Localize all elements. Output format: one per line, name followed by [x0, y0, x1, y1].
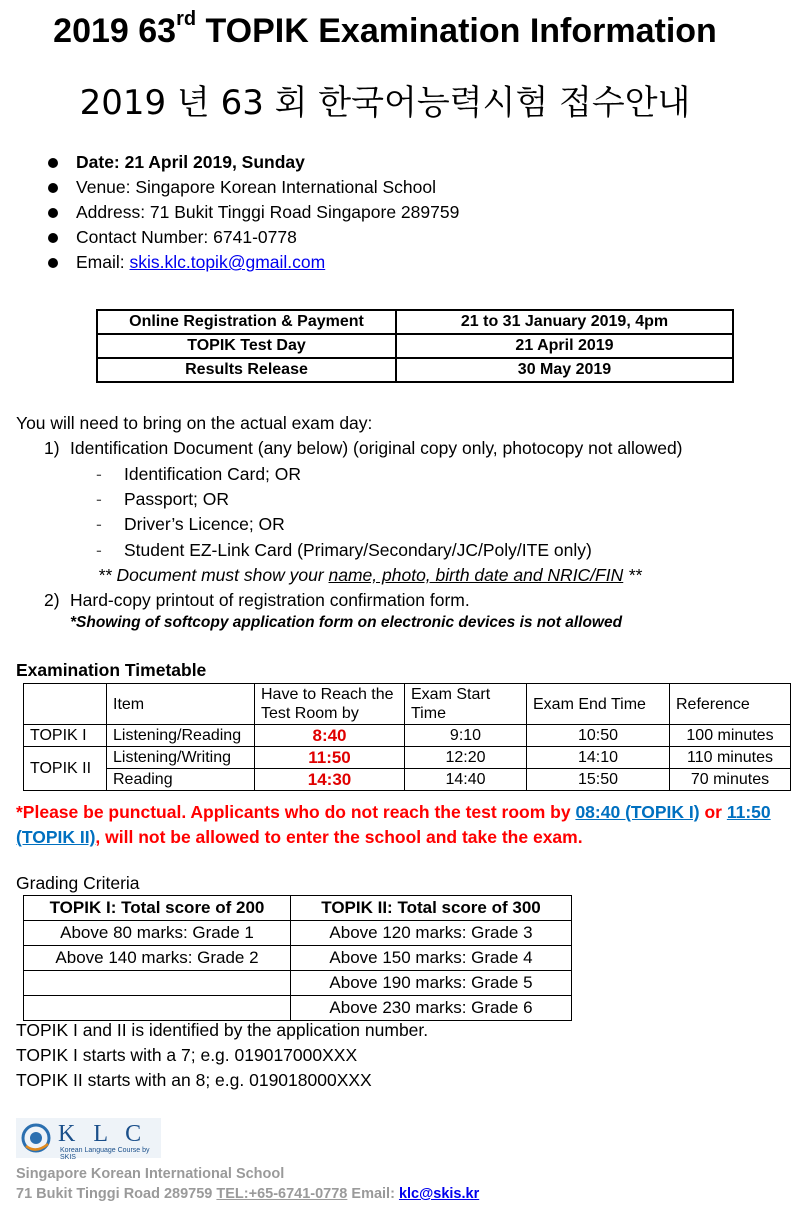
- table-row: Above 80 marks: Grade 1 Above 120 marks: Grade 3: [24, 921, 572, 946]
- table-row: TOPIK Test Day 21 April 2019: [97, 334, 733, 358]
- list-item: Identification Card; OR: [124, 464, 302, 484]
- printout-note: *Showing of softcopy application form on electronic devices is not allowed: [70, 614, 623, 631]
- table-row: TOPIK II Listening/Writing 11:50 12:20 14:10 110 minutes: [24, 747, 791, 769]
- timetable-title: Examination Timetable: [16, 660, 207, 680]
- footer-school: Singapore Korean International School: [16, 1166, 285, 1182]
- note-line: TOPIK I and II is identified by the application number.: [16, 1020, 429, 1040]
- requirements-intro: You will need to bring on the actual exam day:: [16, 413, 373, 433]
- klc-logo: [16, 1118, 161, 1161]
- requirement-printout: Hard-copy printout of registration confirmation form.: [70, 590, 470, 610]
- grading-table: [23, 895, 572, 1021]
- footer-tel-link[interactable]: TEL:+65-6741-0778: [216, 1186, 348, 1202]
- info-email: Email: skis.klc.topik@gmail.com: [48, 250, 459, 275]
- info-list: [48, 150, 459, 275]
- topik2-time-link[interactable]: 11:50 (TOPIK II): [16, 802, 771, 847]
- requirement-id: Identification Document (any below) (original copy only, photocopy not allowed): [70, 438, 683, 458]
- info-contact: Contact Number: 6741-0778: [48, 225, 459, 250]
- document-note: ** Document must show your name, photo, birth date and NRIC/FIN **: [98, 565, 642, 585]
- table-row: Above 230 marks: Grade 6: [24, 996, 572, 1021]
- page-title: 2019 63rd TOPIK Examination Information: [53, 8, 717, 50]
- schedule-table: [96, 309, 734, 383]
- list-item: Student EZ-Link Card (Primary/Secondary/JC/Poly/ITE only): [124, 540, 592, 560]
- table-header-row: TOPIK I: Total score of 200 TOPIK II: Total score of 300: [24, 896, 572, 921]
- topik1-time-link[interactable]: 08:40 (TOPIK I): [575, 802, 700, 822]
- punctuality-warning: *Please be punctual. Applicants who do not reach the test room by 08:40 (TOPIK I) or 11:50 (TOPIK II), will not be allowed to enter the school and take the exam.: [16, 802, 771, 847]
- note-line: TOPIK I starts with a 7; e.g. 019017000XXX: [16, 1045, 358, 1065]
- requirement-number: 2): [44, 590, 60, 610]
- footer-email-link[interactable]: klc@skis.kr: [398, 1186, 480, 1202]
- table-row: Above 190 marks: Grade 5: [24, 971, 572, 996]
- table-row: TOPIK I Listening/Reading 8:40 9:10 10:50 100 minutes: [24, 725, 791, 747]
- list-dash: -: [96, 464, 102, 484]
- table-header-row: Item Have to Reach the Test Room by Exam Start Time Exam End Time Reference: [24, 684, 791, 725]
- info-address: Address: 71 Bukit Tinggi Road Singapore 289759: [48, 200, 459, 225]
- page-title-korean: 2019 년 63 회 한국어능력시험 접수안내: [79, 83, 691, 123]
- timetable-table: [23, 683, 791, 791]
- note-line: TOPIK II starts with an 8; e.g. 019018000XXX: [16, 1070, 372, 1090]
- list-dash: -: [96, 540, 102, 560]
- info-date: Date: 21 April 2019, Sunday: [48, 150, 459, 175]
- list-item: Passport; OR: [124, 489, 230, 509]
- footer-contact: 71 Bukit Tinggi Road 289759 TEL:+65-6741-0778 Email: klc@skis.kr: [16, 1186, 480, 1202]
- list-item: Driver’s Licence; OR: [124, 514, 285, 534]
- table-row: Online Registration & Payment 21 to 31 January 2019, 4pm: [97, 310, 733, 334]
- logo-text: K L C: [58, 1121, 148, 1147]
- requirement-number: 1): [44, 438, 60, 458]
- list-dash: -: [96, 489, 102, 509]
- info-venue: Venue: Singapore Korean International School: [48, 175, 459, 200]
- table-row: Results Release 30 May 2019: [97, 358, 733, 382]
- email-link[interactable]: skis.klc.topik@gmail.com: [129, 252, 326, 272]
- table-row: Reading 14:30 14:40 15:50 70 minutes: [24, 769, 791, 791]
- logo-subtext: Korean Language Course by SKIS: [60, 1147, 150, 1161]
- grading-title: Grading Criteria: [16, 873, 140, 893]
- list-dash: -: [96, 514, 102, 534]
- table-row: Above 140 marks: Grade 2 Above 150 marks: Grade 4: [24, 946, 572, 971]
